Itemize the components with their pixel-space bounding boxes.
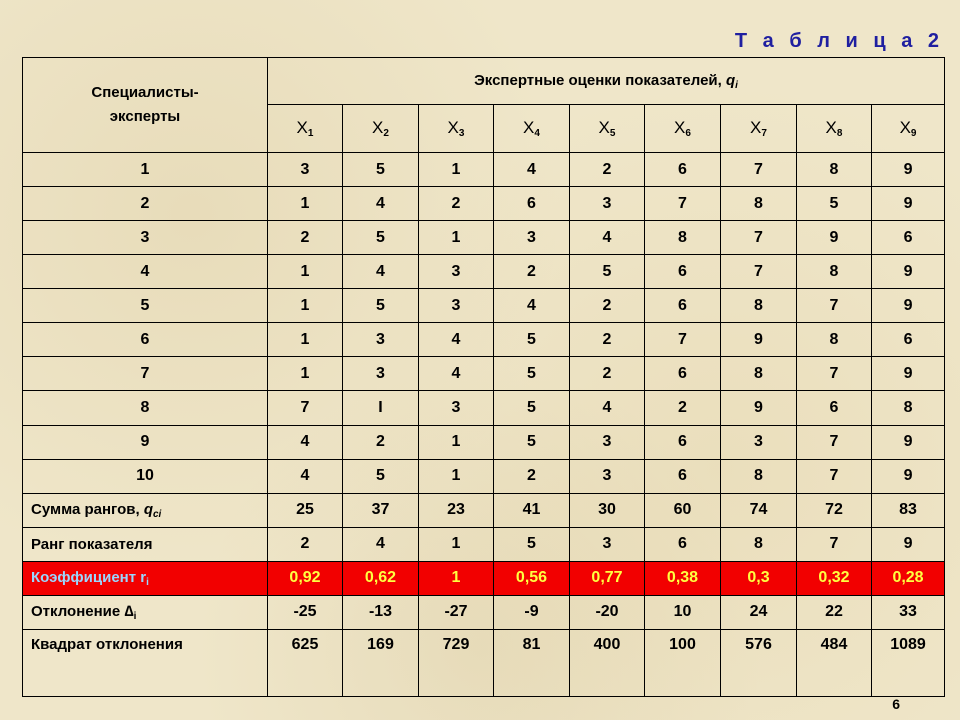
summary-value-cell: 100 <box>645 629 721 696</box>
column-header-sub: 9 <box>910 128 917 139</box>
rating-cell: 9 <box>721 323 797 357</box>
summary-value-cell: 30 <box>570 493 645 527</box>
expert-id-cell: 4 <box>23 255 268 289</box>
rating-cell: 3 <box>343 323 419 357</box>
expert-id-cell: 2 <box>23 187 268 221</box>
rating-cell: 1 <box>419 425 494 459</box>
summary-value-cell: 41 <box>494 493 570 527</box>
rating-cell: 9 <box>872 187 945 221</box>
ratings-group-header <box>268 58 945 105</box>
rating-cell: 6 <box>645 425 721 459</box>
rating-cell: 1 <box>268 323 343 357</box>
expert-row <box>23 459 945 493</box>
rating-cell: 5 <box>343 221 419 255</box>
summary-value-cell: 0,77 <box>570 561 645 595</box>
summary-label-text: Ранг показателя <box>31 535 153 553</box>
summary-value-cell: 0,28 <box>872 561 945 595</box>
summary-label-sub: ci <box>153 508 162 520</box>
rating-cell: 9 <box>872 425 945 459</box>
rating-cell: 8 <box>797 255 872 289</box>
summary-value-cell: 22 <box>797 595 872 629</box>
table-body <box>23 153 945 697</box>
rating-cell: 1 <box>419 153 494 187</box>
rating-cell: 5 <box>797 187 872 221</box>
summary-row-sum <box>23 493 945 527</box>
rating-cell: 3 <box>268 153 343 187</box>
summary-label-coef <box>23 561 268 595</box>
summary-value-cell: -13 <box>343 595 419 629</box>
summary-value-cell: -25 <box>268 595 343 629</box>
column-header-sub: 4 <box>534 128 540 139</box>
rating-cell: 1 <box>419 459 494 493</box>
table-title: Т а б л и ц а 2 <box>734 30 944 52</box>
rating-cell: 9 <box>872 289 945 323</box>
rating-cell: 2 <box>570 289 645 323</box>
column-header-sub: 1 <box>307 128 314 139</box>
expert-row <box>23 153 945 187</box>
rating-cell: 3 <box>494 221 570 255</box>
rating-cell: 4 <box>268 425 343 459</box>
ratings-group-sub: i <box>735 79 738 91</box>
summary-value-cell: 6 <box>645 527 721 561</box>
rating-cell: 9 <box>872 357 945 391</box>
rating-cell: 8 <box>721 357 797 391</box>
rating-cell: 3 <box>343 357 419 391</box>
rating-cell: 3 <box>419 289 494 323</box>
rating-cell: 6 <box>872 323 945 357</box>
expert-id-cell: 9 <box>23 425 268 459</box>
summary-value-cell: 60 <box>645 493 721 527</box>
rating-cell: 6 <box>645 255 721 289</box>
summary-value-cell: 83 <box>872 493 945 527</box>
rating-cell: 9 <box>872 153 945 187</box>
expert-row <box>23 187 945 221</box>
rating-cell: 4 <box>419 323 494 357</box>
rating-cell: 9 <box>721 391 797 425</box>
rating-cell: 5 <box>343 459 419 493</box>
summary-label-dev <box>23 595 268 629</box>
summary-value-cell: 1089 <box>872 629 945 696</box>
rating-cell: 4 <box>419 357 494 391</box>
expert-id-cell: 3 <box>23 221 268 255</box>
rating-cell: 4 <box>570 391 645 425</box>
rating-cell: 7 <box>721 221 797 255</box>
column-header-x2 <box>343 105 419 153</box>
summary-value-cell: 72 <box>797 493 872 527</box>
column-header-sub: 5 <box>609 128 616 139</box>
rating-cell: 1 <box>268 187 343 221</box>
column-header-base: X <box>825 118 837 137</box>
rating-cell: 3 <box>721 425 797 459</box>
summary-label-sq <box>23 629 268 696</box>
rating-cell: 2 <box>570 153 645 187</box>
rating-cell: 4 <box>268 459 343 493</box>
rating-cell: 8 <box>872 391 945 425</box>
rating-cell: 7 <box>797 425 872 459</box>
rating-cell: 3 <box>570 425 645 459</box>
rating-cell: 4 <box>343 187 419 221</box>
rating-cell: 7 <box>797 357 872 391</box>
summary-label-sub: i <box>146 576 149 588</box>
column-header-x9 <box>872 105 945 153</box>
summary-row-coef <box>23 561 945 595</box>
rating-cell: 4 <box>570 221 645 255</box>
summary-value-cell: 0,92 <box>268 561 343 595</box>
column-header-sub: 3 <box>458 128 465 139</box>
expert-id-cell: 7 <box>23 357 268 391</box>
summary-value-cell: 33 <box>872 595 945 629</box>
expert-id-cell: 6 <box>23 323 268 357</box>
column-header-x3 <box>419 105 494 153</box>
summary-value-cell: 8 <box>721 527 797 561</box>
rating-cell: 8 <box>797 153 872 187</box>
summary-value-cell: 74 <box>721 493 797 527</box>
rating-cell: 2 <box>494 255 570 289</box>
summary-value-cell: 1 <box>419 561 494 595</box>
summary-value-cell: 1 <box>419 527 494 561</box>
ratings-group-label: Экспертные оценки показателей, <box>474 71 726 89</box>
rating-cell: 2 <box>494 459 570 493</box>
rating-cell: 7 <box>721 153 797 187</box>
column-header-x4 <box>494 105 570 153</box>
summary-value-cell: -27 <box>419 595 494 629</box>
rating-cell: 6 <box>872 221 945 255</box>
summary-value-cell: -9 <box>494 595 570 629</box>
summary-value-cell: 4 <box>343 527 419 561</box>
expert-row <box>23 255 945 289</box>
summary-value-cell: 25 <box>268 493 343 527</box>
rating-cell: 9 <box>797 221 872 255</box>
experts-header <box>23 58 268 153</box>
column-header-x7 <box>721 105 797 153</box>
summary-label-text: Отклонение ∆ <box>31 602 134 620</box>
summary-value-cell: 0,3 <box>721 561 797 595</box>
rating-cell: 2 <box>570 357 645 391</box>
ratings-group-var: q <box>725 71 736 89</box>
rating-cell: 5 <box>494 391 570 425</box>
expert-row <box>23 391 945 425</box>
expert-id-cell: 8 <box>23 391 268 425</box>
summary-label-var: q <box>143 500 153 518</box>
rating-cell: 8 <box>797 323 872 357</box>
rating-cell: 7 <box>645 323 721 357</box>
column-header-base: X <box>372 118 384 137</box>
summary-value-cell: -20 <box>570 595 645 629</box>
rating-cell: 4 <box>343 255 419 289</box>
summary-row-dev <box>23 595 945 629</box>
rating-cell: 9 <box>872 459 945 493</box>
rating-cell: 7 <box>721 255 797 289</box>
rating-cell: 3 <box>570 459 645 493</box>
rating-cell: 2 <box>343 425 419 459</box>
rating-cell: 6 <box>645 153 721 187</box>
summary-row-sq <box>23 629 945 696</box>
column-header-sub: 7 <box>761 128 767 139</box>
experts-header-label: Специалисты-эксперты <box>91 84 199 125</box>
rating-cell: 2 <box>268 221 343 255</box>
rating-cell: 1 <box>268 255 343 289</box>
rating-cell: 8 <box>721 187 797 221</box>
summary-value-cell: 23 <box>419 493 494 527</box>
rating-cell: 3 <box>570 187 645 221</box>
column-header-base: X <box>899 118 911 137</box>
expert-row <box>23 425 945 459</box>
summary-value-cell: 169 <box>343 629 419 696</box>
rating-cell: I <box>343 391 419 425</box>
column-header-sub: 6 <box>685 128 691 139</box>
rating-cell: 5 <box>494 425 570 459</box>
page-number: 6 <box>892 696 900 712</box>
summary-value-cell: 2 <box>268 527 343 561</box>
summary-value-cell: 400 <box>570 629 645 696</box>
summary-value-cell: 7 <box>797 527 872 561</box>
column-header-base: X <box>750 118 762 137</box>
summary-value-cell: 3 <box>570 527 645 561</box>
expert-row <box>23 357 945 391</box>
rating-cell: 9 <box>872 255 945 289</box>
rating-cell: 1 <box>268 289 343 323</box>
rating-cell: 3 <box>419 255 494 289</box>
rating-cell: 3 <box>419 391 494 425</box>
summary-value-cell: 9 <box>872 527 945 561</box>
rating-cell: 7 <box>797 289 872 323</box>
rating-cell: 6 <box>645 459 721 493</box>
rating-cell: 5 <box>494 323 570 357</box>
rating-cell: 8 <box>645 221 721 255</box>
rating-cell: 4 <box>494 289 570 323</box>
summary-value-cell: 0,62 <box>343 561 419 595</box>
rating-cell: 2 <box>570 323 645 357</box>
summary-value-cell: 5 <box>494 527 570 561</box>
summary-value-cell: 484 <box>797 629 872 696</box>
summary-value-cell: 81 <box>494 629 570 696</box>
summary-value-cell: 729 <box>419 629 494 696</box>
expert-ratings-table <box>22 57 945 697</box>
column-header-x8 <box>797 105 872 153</box>
column-header-base: X <box>598 118 610 137</box>
column-header-sub: 2 <box>383 128 389 139</box>
column-header-base: X <box>523 118 535 137</box>
expert-row <box>23 221 945 255</box>
summary-label-text: Коэффициент r <box>31 568 147 586</box>
rating-cell: 8 <box>721 289 797 323</box>
rating-cell: 5 <box>343 289 419 323</box>
summary-value-cell: 576 <box>721 629 797 696</box>
expert-id-cell: 10 <box>23 459 268 493</box>
summary-label-text: Сумма рангов, <box>31 500 144 518</box>
summary-value-cell: 0,56 <box>494 561 570 595</box>
column-header-base: X <box>447 118 459 137</box>
rating-cell: 5 <box>570 255 645 289</box>
rating-cell: 2 <box>419 187 494 221</box>
summary-value-cell: 24 <box>721 595 797 629</box>
rating-cell: 2 <box>645 391 721 425</box>
expert-row <box>23 289 945 323</box>
rating-cell: 6 <box>797 391 872 425</box>
rating-cell: 6 <box>494 187 570 221</box>
summary-value-cell: 0,32 <box>797 561 872 595</box>
summary-label-sub: i <box>133 610 137 622</box>
column-header-base: X <box>296 118 308 137</box>
expert-id-cell: 5 <box>23 289 268 323</box>
rating-cell: 1 <box>419 221 494 255</box>
summary-value-cell: 625 <box>268 629 343 696</box>
column-header-base: X <box>674 118 686 137</box>
rating-cell: 5 <box>343 153 419 187</box>
expert-id-cell: 1 <box>23 153 268 187</box>
summary-value-cell: 10 <box>645 595 721 629</box>
rating-cell: 7 <box>268 391 343 425</box>
rating-cell: 4 <box>494 153 570 187</box>
summary-label-sum <box>23 493 268 527</box>
summary-label-text: Квадрат отклонения <box>31 635 183 653</box>
rating-cell: 6 <box>645 357 721 391</box>
summary-value-cell: 37 <box>343 493 419 527</box>
column-header-x1 <box>268 105 343 153</box>
rating-cell: 1 <box>268 357 343 391</box>
rating-cell: 7 <box>797 459 872 493</box>
rating-cell: 6 <box>645 289 721 323</box>
expert-row <box>23 323 945 357</box>
column-header-x6 <box>645 105 721 153</box>
summary-row-rank <box>23 527 945 561</box>
rating-cell: 8 <box>721 459 797 493</box>
summary-value-cell: 0,38 <box>645 561 721 595</box>
column-header-x5 <box>570 105 645 153</box>
summary-label-rank <box>23 527 268 561</box>
rating-cell: 7 <box>645 187 721 221</box>
column-header-sub: 8 <box>836 128 843 139</box>
rating-cell: 5 <box>494 357 570 391</box>
